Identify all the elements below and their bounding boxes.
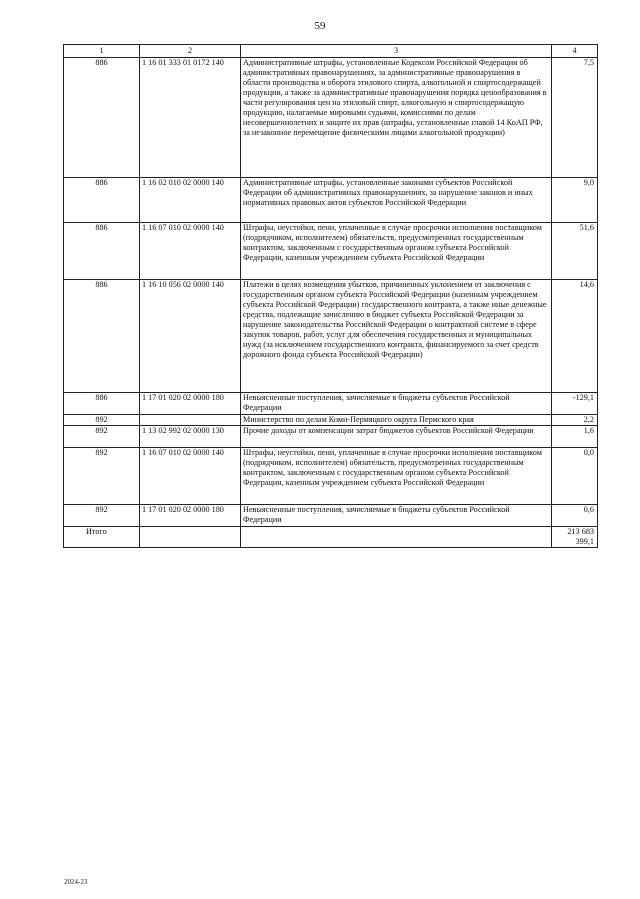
admin-code-cell: 886 bbox=[64, 280, 140, 393]
amount-cell: 7,5 bbox=[552, 58, 598, 178]
admin-code-cell: 892 bbox=[64, 426, 140, 448]
footer-code: 2024-23 bbox=[64, 878, 88, 886]
total-label: Итого bbox=[64, 527, 140, 548]
budget-code-cell: 1 16 10 056 02 0000 140 bbox=[140, 280, 241, 393]
description-cell: Невыясненные поступления, зачисляемые в бюджеты субъектов Российской Федерации bbox=[241, 505, 552, 527]
amount-cell: 51,6 bbox=[552, 223, 598, 280]
description-cell: Административные штрафы, установленные Кодексом Российской Федерации об административных правонарушениях, за административные правонарушения в области производства и оборота этилового спирта, алкогольной и спиртосодержащей продукции, а также за административные правонарушения порядка ценообразования в части регулирования цен на этиловый спирт, алкогольную и спиртосодержащую продукцию, налагаемые мировыми судьями, комиссиями по делам несовершеннолетних и защите их прав (штрафы, установленные главой 14 КоАП РФ, за незаконное перемещение физическими лицами алкогольной продукции) bbox=[241, 58, 552, 178]
description-cell: Административные штрафы, установленные законами субъектов Российской Федерации об административных правонарушениях, за нарушение законов и иных нормативных правовых актов субъектов Российской Федерации bbox=[241, 178, 552, 223]
total-empty-cell bbox=[241, 527, 552, 548]
header-col-1: 1 bbox=[64, 45, 140, 58]
table-row bbox=[64, 178, 598, 223]
revenue-table bbox=[63, 44, 598, 548]
admin-code-cell: 892 bbox=[64, 448, 140, 505]
amount-cell: 9,0 bbox=[552, 178, 598, 223]
budget-code-cell: 1 13 02 992 02 0000 130 bbox=[140, 426, 241, 448]
budget-code-cell: 1 16 02 010 02 0000 140 bbox=[140, 178, 241, 223]
description-cell: Штрафы, неустойки, пени, уплаченные в случае просрочки исполнения поставщиком (подрядчиком, исполнителем) обязательств, предусмотренных государственным контрактом, заключенным с государственным органом субъекта Российской Федерации, казенным учреждением субъекта Российской Федерации bbox=[241, 448, 552, 505]
admin-code-cell: 886 bbox=[64, 178, 140, 223]
amount-cell: 0,0 bbox=[552, 448, 598, 505]
admin-code-cell: 892 bbox=[64, 505, 140, 527]
header-col-4: 4 bbox=[552, 45, 598, 58]
amount-cell: 1,6 bbox=[552, 426, 598, 448]
description-cell: Платежи в целях возмещения убытков, причиненных уклонением от заключения с государственным органом субъекта Российской Федерации (казенным учреждением субъекта Российской Федерации) государственного контракта, а также иные денежные средства, подлежащие зачислению в бюджет субъекта Российской Федерации за нарушение законодательства Российской Федерации о контрактной системе в сфере закупок товаров, работ, услуг для обеспечения государственных и муниципальных нужд (за исключением государственного контракта, финансируемого за счет средств дорожного фонда субъекта Российской Федерации) bbox=[241, 280, 552, 393]
total-value: 213 683 399,1 bbox=[552, 527, 598, 548]
budget-code-cell: 1 17 01 020 02 0000 180 bbox=[140, 505, 241, 527]
description-cell: Штрафы, неустойки, пени, уплаченные в случае просрочки исполнения поставщиком (подрядчиком, исполнителем) обязательств, предусмотренных государственным контрактом, заключенным с государственным органом субъекта Российской Федерации, казенным учреждением субъекта Российской Федерации bbox=[241, 223, 552, 280]
description-cell: Невыясненные поступления, зачисляемые в бюджеты субъектов Российской Федерации bbox=[241, 393, 552, 415]
total-empty-cell bbox=[140, 527, 241, 548]
table-row bbox=[64, 448, 598, 505]
table-row bbox=[64, 393, 598, 415]
budget-code-cell bbox=[140, 415, 241, 426]
amount-cell: 0,6 bbox=[552, 505, 598, 527]
table-row bbox=[64, 505, 598, 527]
admin-code-cell: 886 bbox=[64, 393, 140, 415]
amount-cell: 14,6 bbox=[552, 280, 598, 393]
admin-code-cell: 886 bbox=[64, 223, 140, 280]
description-cell: Прочие доходы от компенсации затрат бюджетов субъектов Российской Федерации bbox=[241, 426, 552, 448]
table-row bbox=[64, 58, 598, 178]
budget-code-cell: 1 17 01 020 02 0000 180 bbox=[140, 393, 241, 415]
page-number: 59 bbox=[314, 20, 326, 32]
table-row bbox=[64, 280, 598, 393]
header-col-3: 3 bbox=[241, 45, 552, 58]
budget-code-cell: 1 16 07 010 02 0000 140 bbox=[140, 448, 241, 505]
table-row bbox=[64, 223, 598, 280]
amount-cell: 2,2 bbox=[552, 415, 598, 426]
admin-code-cell: 892 bbox=[64, 415, 140, 426]
table-row bbox=[64, 426, 598, 448]
amount-cell: -129,1 bbox=[552, 393, 598, 415]
budget-code-cell: 1 16 01 333 01 0172 140 bbox=[140, 58, 241, 178]
budget-code-cell: 1 16 07 010 02 0000 140 bbox=[140, 223, 241, 280]
total-row bbox=[64, 527, 598, 548]
admin-code-cell: 886 bbox=[64, 58, 140, 178]
description-cell: Министерство по делам Коми-Пермяцкого округа Пермского края bbox=[241, 415, 552, 426]
table-header-row bbox=[64, 45, 598, 58]
table-row bbox=[64, 415, 598, 426]
header-col-2: 2 bbox=[140, 45, 241, 58]
